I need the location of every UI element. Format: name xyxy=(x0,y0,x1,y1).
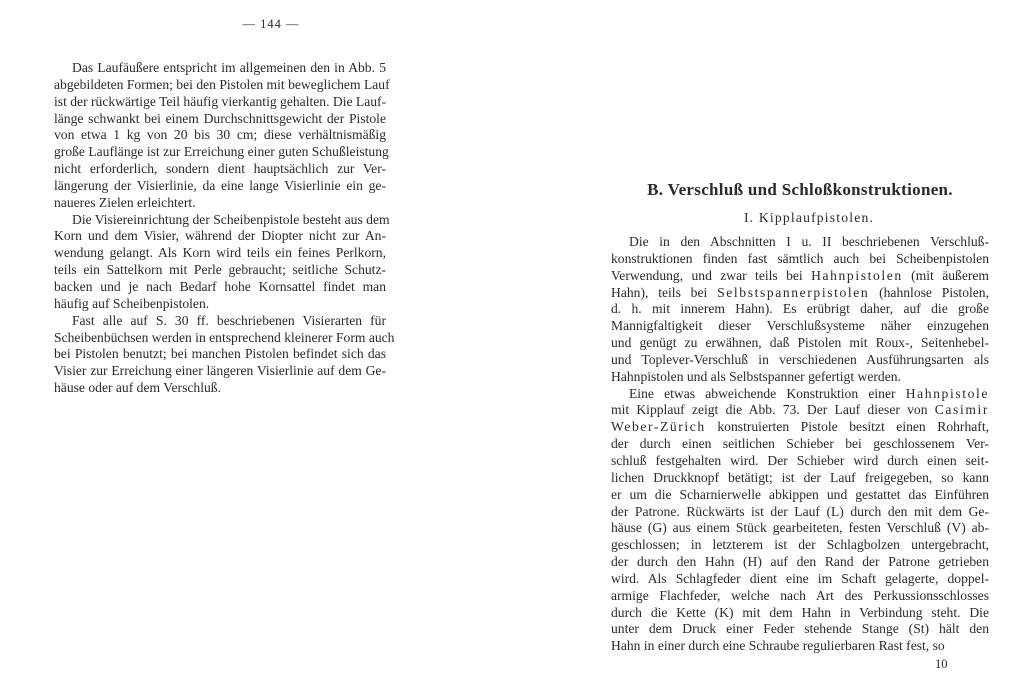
text-line xyxy=(611,285,989,302)
section-heading: B. Verschluß und Schloßkonstruktionen. xyxy=(647,180,953,199)
spaced-term: Casimir xyxy=(934,402,989,418)
text-line: der durch den Hahn (H) auf den Rand der Patrone getrieben xyxy=(611,554,989,570)
text-line: Hahn in einer durch eine Schraube regulierbaren Rast fest, so xyxy=(611,638,945,654)
text-line: Hahnpistolen und als Selbstspanner gefertigt werden. xyxy=(611,368,901,384)
text-fragment: (hahnlose Pistolen, xyxy=(869,284,989,300)
text-fragment: konstruierten Pistole besitzt einen Rohrhaft, xyxy=(705,419,989,435)
text-line: häuse (G) aus einem Stück gearbeiteten, festen Verschluß (V) ab- xyxy=(611,520,989,536)
spaced-term: Selbstspannerpistolen xyxy=(717,284,870,300)
text-fragment: Hahn), teils bei xyxy=(611,284,718,300)
text-line: Mannigfaltigkeit dieser Verschlußsysteme näher einzugehen xyxy=(611,318,989,334)
spaced-term: Hahnpistolen xyxy=(811,267,903,283)
text-line: und genügt zu erwähnen, daß Pistolen mit Roux-, Seitenhebel- xyxy=(611,335,989,351)
text-line: abgebildeten Formen; bei den Pistolen mit beweglichem Lauf xyxy=(54,76,390,92)
right-page-text xyxy=(611,234,989,655)
text-line: Die in den Abschnitten I u. II beschriebenen Verschluß- xyxy=(629,234,989,249)
text-line: armige Flachfeder, welche nach Art des Perkussionsschlosses xyxy=(611,587,989,603)
left-page-text xyxy=(54,60,395,397)
text-line: Das Laufäußere entspricht im allgemeinen den in Abb. 5 xyxy=(72,60,386,75)
text-line: häuse oder auf dem Verschluß. xyxy=(54,380,221,396)
text-line: länge schwankt bei einem Durchschnittsgewicht der Pistole xyxy=(54,110,386,126)
right-page xyxy=(512,0,1024,695)
text-fragment: Eine etwas abweichende Konstruktion einer xyxy=(629,385,906,401)
text-line: der Patrone. Rückwärts ist der Lauf (L) durch den mit dem Ge- xyxy=(611,503,989,519)
signature-mark: 10 xyxy=(935,657,948,671)
text-line: Fast alle auf S. 30 ff. beschriebenen Visierarten für xyxy=(72,312,386,328)
text-line: lichen Druckknopf betätigt; ist der Lauf freigegeben, so kann xyxy=(611,469,989,485)
text-line xyxy=(611,419,989,436)
text-line: häufig auf Scheibenpistolen. xyxy=(54,295,210,311)
text-line: wendung gelangt. Als Korn wird teils ein feines Perlkorn, xyxy=(54,245,386,261)
text-line: schluß festgehalten wird. Der Schieber wird durch einen seit- xyxy=(611,452,989,468)
text-line: ist der rückwärtige Teil häufig vierkantig gehalten. Die Lauf- xyxy=(54,93,387,109)
text-line: konstruktionen finden fast sämtlich auch bei Scheibenpistolen xyxy=(611,250,989,266)
text-fragment: mit Kipplauf zeigt die Abb. 73. Der Lauf dieser von xyxy=(611,402,935,418)
text-line: wird. Als Schlagfeder dient eine im Schaft gelagerte, doppel- xyxy=(611,570,989,586)
spaced-term: Weber-Zürich xyxy=(611,419,706,435)
subsection-heading: I. Kipplaufpistolen. xyxy=(743,210,875,225)
text-fragment: Verwendung, und zwar teils bei xyxy=(611,267,812,283)
text-line: von etwa 1 kg von 20 bis 30 cm; diese verhältnismäßig xyxy=(54,127,386,143)
text-line: backen und je nach Bedarf hohe Kornsattel findet man xyxy=(54,278,386,294)
text-line: Die Visiereinrichtung der Scheibenpistole besteht aus dem xyxy=(72,211,390,227)
text-line: teils ein Sattelkorn mit Perle gebraucht; seitliche Schutz- xyxy=(54,262,386,278)
text-line: und Toplever-Verschluß in verschiedenen Ausführungsarten als xyxy=(611,351,989,367)
text-line: Scheibenbüchsen werden in entsprechend kleinerer Form auch xyxy=(54,329,395,345)
text-line xyxy=(611,386,989,403)
spaced-term: Hahnpistole xyxy=(905,385,989,401)
text-line: längerung der Visierlinie, da eine lange Visierlinie ein ge- xyxy=(54,177,386,193)
text-line: der durch einen seitlichen Schieber bei geschlossenem Ver- xyxy=(611,436,989,452)
text-line: naueres Zielen erleichtert. xyxy=(54,194,196,210)
text-line: Visier zur Erreichung einer längeren Visierlinie auf dem Ge- xyxy=(54,363,386,379)
text-line: er um die Scharnierwelle abkippen und gestattet das Einführen xyxy=(611,486,989,502)
text-line: große Lauflänge ist zur Erreichung einer guten Schußleistung xyxy=(54,144,389,160)
text-line: durch die Kette (K) mit dem Hahn in Verbindung steht. Die xyxy=(611,604,989,620)
text-line xyxy=(611,268,989,285)
text-line: d. h. mit innerem Hahn). Es erübrigt daher, auf die große xyxy=(611,301,989,317)
page-number: — 144 — xyxy=(242,17,300,31)
text-line xyxy=(611,402,989,419)
text-line: unter dem Druck einer Feder stehende Stange (St) hält den xyxy=(611,621,989,637)
text-fragment: (mit äußerem xyxy=(902,267,989,283)
text-line: geschlossen; in letzterem ist der Schlagbolzen untergebracht, xyxy=(611,537,989,553)
text-line: bei Pistolen benutzt; bei manchen Pistolen befindet sich das xyxy=(54,346,386,362)
text-line: Korn und dem Visier, während der Diopter nicht zur An- xyxy=(54,228,386,244)
text-line: nicht erforderlich, sondern dient hauptsächlich zur Ver- xyxy=(54,161,386,177)
